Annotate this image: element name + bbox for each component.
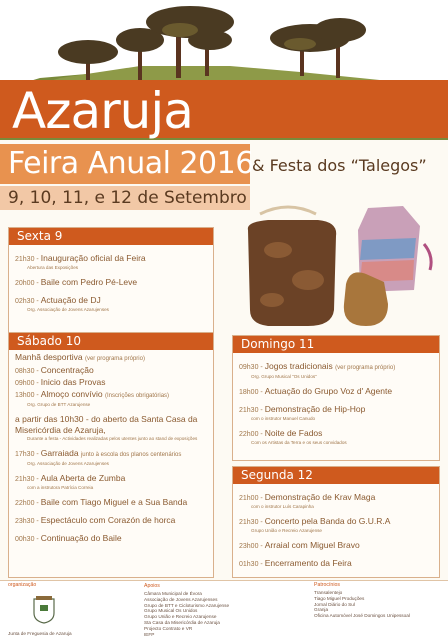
day-monday-panel — [232, 466, 440, 578]
event-item: 23h30 - Espectáculo com Corazón de horca — [15, 515, 176, 525]
event-item: a partir das 10h30 - do aberto da Santa Casa da Misericórdia de Azaruja, Durante a festa - Actividades realizadas pelos utentes junto ao stand de exposições — [15, 414, 198, 441]
patrocinios-list: Transalentejo Tiago Miguel Produções Jornal Diário do Sul Granja Oficina Automóvel José Domingos Unipessoal — [314, 590, 410, 619]
day-sunday-panel — [232, 335, 440, 461]
event-item: 02h30 - Actuação de DJ Org. Associação de Jovens Azarujenses — [15, 295, 109, 312]
page-title: Azaruja — [12, 82, 193, 140]
talegos-image — [238, 200, 438, 330]
event-item: 20h00 - Baile com Pedro Pé-Leve — [15, 277, 138, 287]
footer — [0, 580, 448, 640]
event-item: 21h30 - Aula Aberta de Zumba com a instrutora Patrícia Correia — [15, 473, 126, 490]
day-heading: Sexta 9 — [9, 228, 213, 245]
event-item: 23h00 - Arraial com Miguel Bravo — [239, 540, 360, 550]
day-friday-panel — [8, 227, 214, 334]
subtitle: Feira Anual 2016 — [8, 146, 254, 181]
event-item: 21h30 - Concerto pela Banda do G.U.R.A Grupo União e Recreio Azarujense — [239, 516, 391, 533]
event-dates: 9, 10, 11, e 12 de Setembro — [8, 188, 247, 208]
apoios-list: Câmara Municipal de Évora Associação de Jovens Azarujenses Grupo de BTT e Cicloturismo Azarujense Grupo Musical Os Unidos Grupo União e Recreio Azarujense Sta Casa da Misericórdia de Azaruja Projecto Contrato e VR IEFP — [144, 591, 230, 637]
apoios-label: Apoios — [144, 583, 160, 589]
patrocinios-label: Patrocínios — [314, 582, 340, 588]
day-heading: Domingo 11 — [233, 336, 439, 353]
day-saturday-panel — [8, 332, 214, 578]
event-item: 18h00 - Actuação do Grupo Voz d' Agente — [239, 386, 393, 396]
event-item: 22h00 - Noite de Fados Com os Artistas da Terra e os seus convidados — [239, 428, 347, 445]
festa-title: & Festa dos “Talegos” — [252, 156, 427, 175]
event-item: Manhã desportiva (ver programa próprio) — [15, 352, 145, 362]
event-item: 01h30 - Encerramento da Feira — [239, 558, 352, 568]
cork-bags-illustration — [238, 200, 438, 330]
event-item: 09h00 - Inicio das Provas — [15, 377, 106, 387]
org-label: organização — [8, 582, 37, 588]
event-item: 21h30 - Inauguração oficial da Feira Abertura das Exposições — [15, 253, 146, 270]
event-item: 00h30 - Continuação do Baile — [15, 533, 122, 543]
coat-of-arms-icon — [30, 595, 58, 625]
event-item: 13h00 - Almoço convívio (Inscrições obrigatórias) Org. Grupo de BTT Azarujense — [15, 389, 170, 407]
event-item: 21h00 - Demonstração de Krav Maga com o instrutor Luís Carapinha — [239, 492, 376, 509]
org-name: Junta de Freguesia de Azaruja — [8, 631, 72, 636]
day-heading: Segunda 12 — [233, 467, 439, 484]
event-item: 08h30 - Concentração — [15, 365, 94, 375]
day-heading: Sábado 10 — [9, 333, 213, 350]
event-item: 17h30 - Garraiada junto à escola dos planos centenários Org. Associação de Jovens Azarujenses — [15, 448, 182, 466]
event-item: 22h00 - Baile com Tiago Miguel e a Sua Banda — [15, 497, 188, 507]
event-item: 09h30 - Jogos tradicionais (ver programa próprio) Org. Grupo Musical "Os Unidos" — [239, 361, 396, 379]
event-item: 21h30 - Demonstração de Hip-Hop com o instrutor Manuel Canudo — [239, 404, 366, 421]
